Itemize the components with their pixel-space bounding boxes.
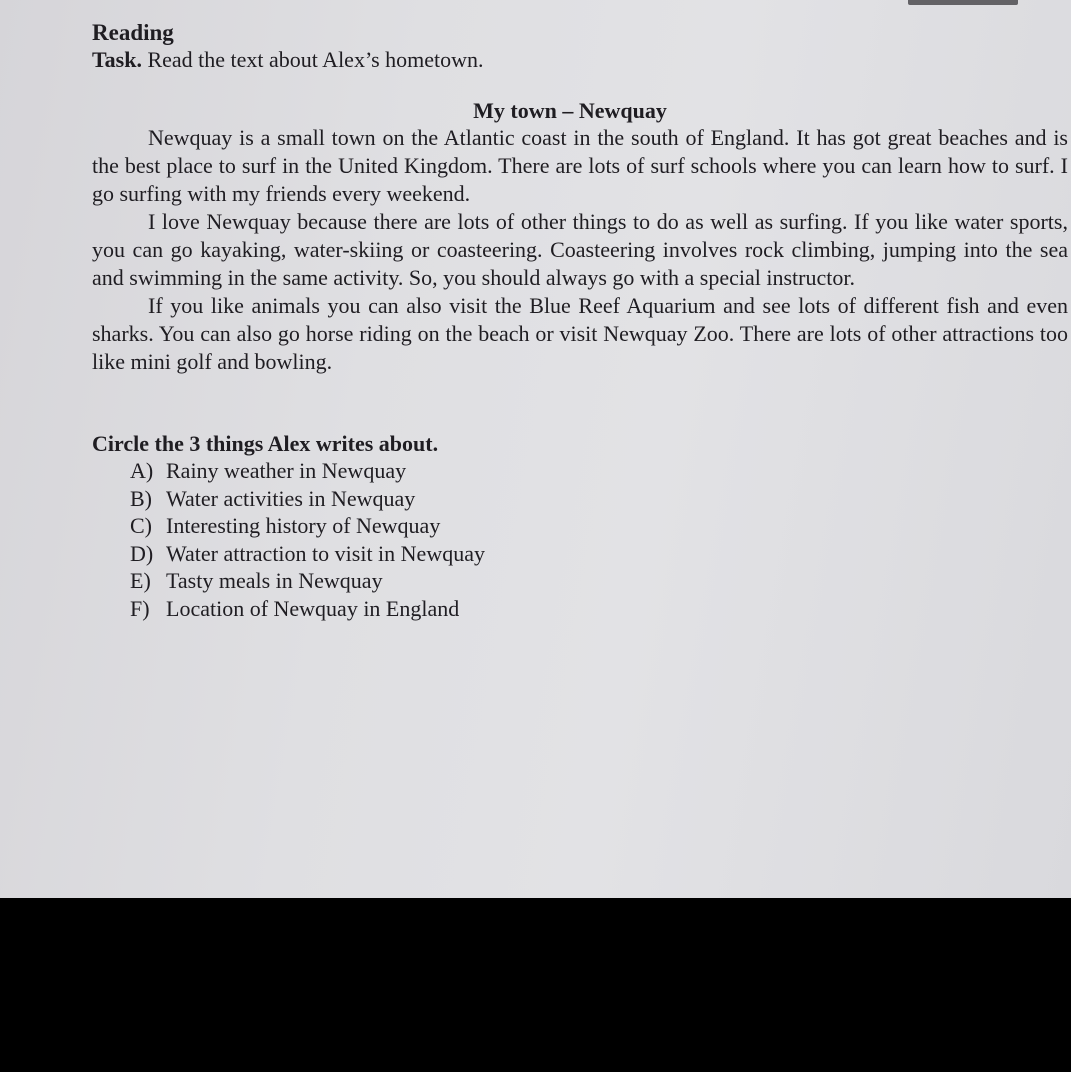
option-b[interactable] bbox=[130, 485, 485, 513]
option-c[interactable] bbox=[130, 512, 485, 540]
option-a[interactable] bbox=[130, 457, 485, 485]
reading-passage bbox=[92, 124, 1068, 376]
paragraph-3: If you like animals you can also visit the Blue Reef Aquarium and see lots of different fish and even sharks. You can also go horse riding on the beach or visit Newquay Zoo. There are lots of other attractions too like mini golf and bowling. bbox=[92, 293, 1068, 374]
option-e[interactable] bbox=[130, 567, 485, 595]
paragraph-1: Newquay is a small town on the Atlantic coast in the south of England. It has got great beaches and is the best place to surf in the United Kingdom. There are lots of surf schools where you can learn how to surf. I go surfing with my friends every weekend. bbox=[92, 125, 1068, 206]
option-letter: D) bbox=[130, 540, 154, 566]
option-text: Water attraction to visit in Newquay bbox=[166, 540, 485, 566]
option-f[interactable] bbox=[130, 595, 485, 623]
option-letter: B) bbox=[130, 485, 152, 511]
text-title: My town – Newquay bbox=[473, 98, 667, 123]
option-text: Water activities in Newquay bbox=[166, 485, 416, 511]
option-text: Location of Newquay in England bbox=[166, 595, 460, 621]
option-text: Interesting history of Newquay bbox=[166, 513, 441, 539]
answer-options bbox=[130, 457, 485, 623]
option-letter: E) bbox=[130, 568, 151, 594]
task-instruction: Read the text about Alex’s hometown. bbox=[147, 47, 484, 72]
black-letterbox-bottom bbox=[0, 898, 1071, 1072]
option-letter: C) bbox=[130, 513, 152, 539]
task-label: Task. bbox=[92, 47, 142, 72]
cut-off-header-mark bbox=[908, 0, 1018, 5]
paragraph-2: I love Newquay because there are lots of other things to do as well as surfing. If you like water sports, you can go kayaking, water-skiing or coasteering. Coasteering involves rock climbing, jumping into the sea and swimming in the same activity. So, you should always go with a special instructor. bbox=[92, 209, 1068, 290]
option-d[interactable] bbox=[130, 540, 485, 568]
option-text: Tasty meals in Newquay bbox=[166, 568, 383, 594]
section-heading: Reading bbox=[92, 20, 174, 45]
option-letter: F) bbox=[130, 595, 150, 621]
option-text: Rainy weather in Newquay bbox=[166, 458, 407, 483]
task-line bbox=[92, 46, 484, 74]
question-prompt: Circle the 3 things Alex writes about. bbox=[92, 431, 439, 456]
option-letter: A) bbox=[130, 458, 154, 483]
